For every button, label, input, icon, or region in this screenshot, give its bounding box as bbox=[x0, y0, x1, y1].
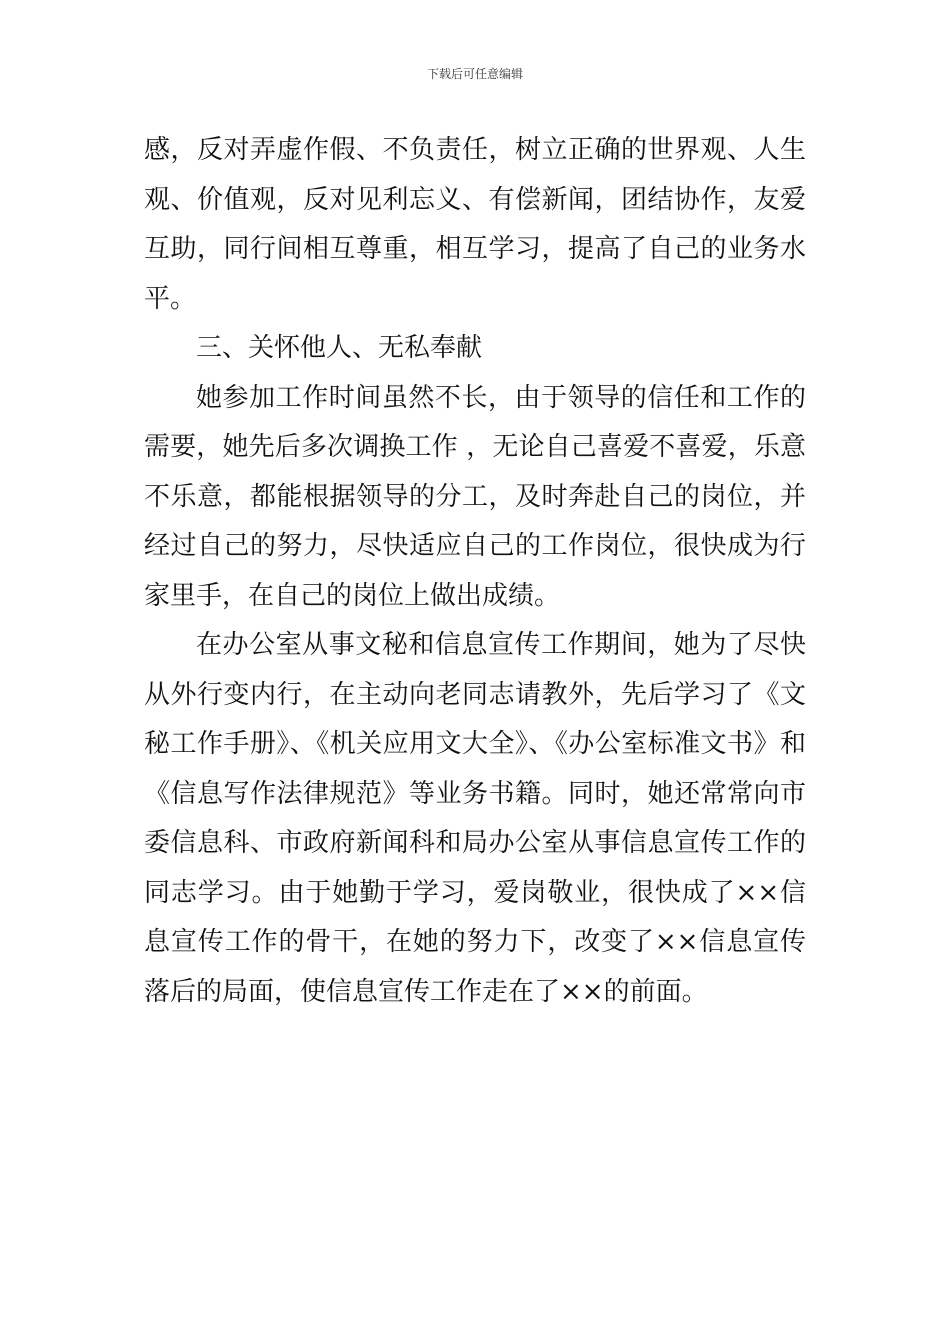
header-note: 下载后可任意编辑 bbox=[426, 67, 523, 81]
paragraph-continuation: 感，反对弄虚作假、不负责任，树立正确的世界观、人生观、价值观，反对见利忘义、有偿新闻，团结协作，友爱互助，同行间相互尊重，相互学习，提高了自己的业务水平。 bbox=[144, 135, 806, 314]
section-heading: 三、关怀他人、无私奉献 bbox=[196, 333, 483, 363]
paragraph-job-rotation: 她参加工作时间虽然不长，由于领导的信任和工作的需要，她先后多次调换工作 ，无论自己喜爱不喜爱，乐意不乐意，都能根据领导的分工，及时奔赴自己的岗位，并经过自己的努力，尽快适应自己的工作岗位，很快成为行家里手，在自己的岗位上做出成绩。 bbox=[144, 382, 806, 611]
paragraph-office-work: 在办公室从事文秘和信息宣传工作期间，她为了尽快从外行变内行，在主动向老同志请教外，先后学习了《文秘工作手册》、《机关应用文大全》、《办公室标准文书》和《信息写作法律规范》等业务书籍。同时，她还常常向市委信息科、市政府新闻科和局办公室从事信息宣传工作的同志学习。由于她勤于学习，爱岗敬业，很快成了××信息宣传工作的骨干，在她的努力下，改变了××信息宣传落后的局面，使信息宣传工作走在了××的前面。 bbox=[144, 630, 806, 1007]
document-body bbox=[144, 126, 806, 1017]
